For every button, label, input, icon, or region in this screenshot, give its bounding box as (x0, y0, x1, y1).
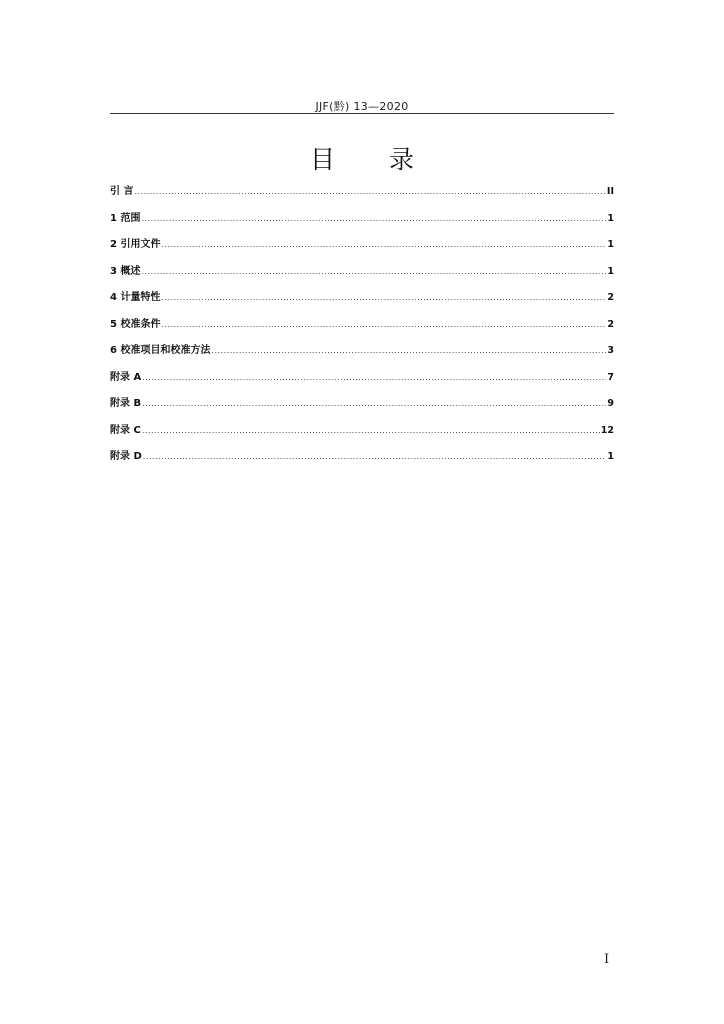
toc-leader-dots (161, 291, 606, 305)
document-header-code: JJF(黔) 13—2020 (315, 100, 409, 113)
toc-entry-page: 1 (607, 212, 614, 224)
toc-leader-dots (211, 344, 606, 358)
toc-entry-page: 1 (607, 451, 614, 462)
toc-leader-dots (142, 424, 600, 438)
toc-title-char-1: 目 (309, 145, 335, 174)
toc-entry-appendix-c[interactable] (110, 424, 614, 451)
toc-entry-page: 7 (607, 371, 614, 383)
page-number: I (604, 952, 610, 967)
toc-entry-references[interactable] (110, 238, 614, 265)
toc-entry-page: 2 (607, 318, 614, 330)
toc-entry-label: 附录 B (110, 398, 142, 409)
toc-leader-dots (141, 212, 606, 226)
toc-entry-overview[interactable] (110, 265, 614, 292)
toc-entry-page: 2 (607, 292, 614, 303)
toc-entry-label: 附录 C (110, 424, 141, 436)
toc-entry-label: 5 校准条件 (110, 318, 161, 330)
toc-list (110, 185, 614, 477)
toc-title (110, 143, 614, 177)
toc-title-char-2: 录 (389, 145, 415, 174)
toc-leader-dots (142, 371, 606, 385)
toc-leader-dots (134, 185, 605, 199)
toc-entry-calibration-conditions[interactable] (110, 318, 614, 345)
toc-entry-appendix-a[interactable] (110, 371, 614, 398)
toc-entry-label: 附录 A (110, 371, 142, 383)
toc-entry-metrological-characteristics[interactable] (110, 291, 614, 318)
toc-entry-page: II (606, 186, 614, 197)
header-divider (110, 113, 614, 114)
toc-leader-dots (142, 397, 606, 411)
toc-entry-label: 2 引用文件 (110, 239, 161, 250)
toc-entry-label: 1 范围 (110, 212, 141, 224)
toc-leader-dots (141, 265, 606, 279)
toc-entry-appendix-d[interactable] (110, 450, 614, 477)
toc-entry-foreword[interactable] (110, 185, 614, 212)
toc-leader-dots (161, 318, 606, 332)
toc-entry-label: 3 概述 (110, 265, 141, 277)
toc-entry-page: 1 (607, 265, 614, 277)
toc-leader-dots (143, 450, 607, 464)
toc-entry-page: 12 (600, 424, 614, 436)
toc-entry-page: 9 (607, 398, 614, 409)
toc-entry-label: 6 校准项目和校准方法 (110, 345, 211, 356)
toc-entry-calibration-items-methods[interactable] (110, 344, 614, 371)
toc-entry-scope[interactable] (110, 212, 614, 239)
toc-entry-appendix-b[interactable] (110, 397, 614, 424)
toc-entry-label: 引 言 (110, 186, 134, 197)
toc-entry-page: 3 (607, 345, 614, 356)
toc-entry-label: 附录 D (110, 451, 142, 462)
toc-entry-page: 1 (607, 239, 614, 250)
toc-leader-dots (161, 238, 606, 252)
toc-entry-label: 4 计量特性 (110, 292, 161, 303)
